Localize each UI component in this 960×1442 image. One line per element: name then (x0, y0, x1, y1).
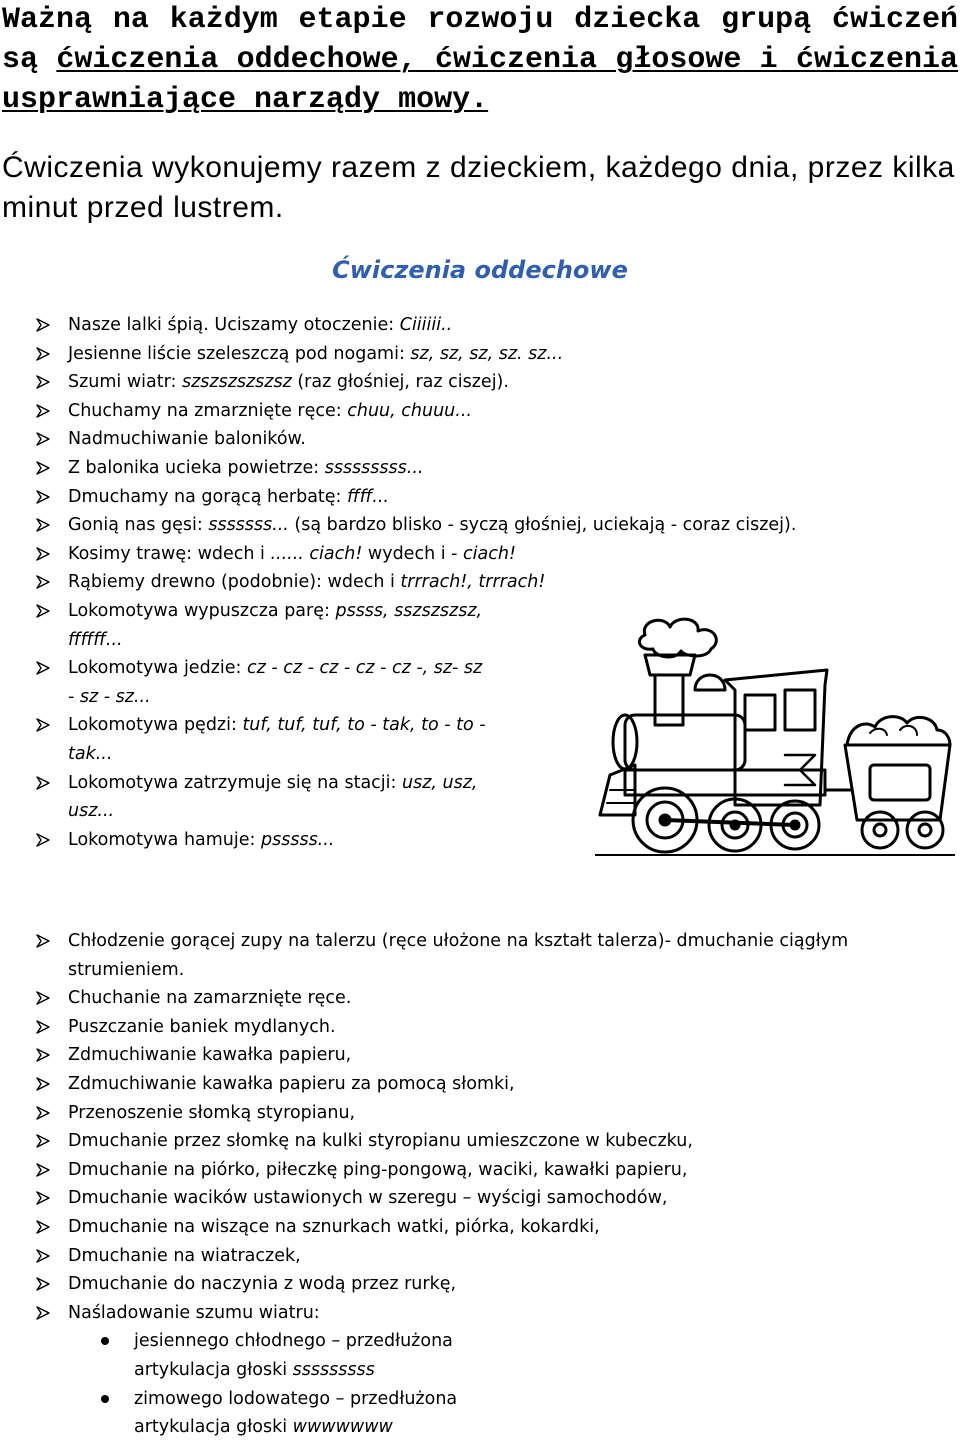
item-sound: trrrach!, trrrach! (400, 572, 546, 593)
list-item (0, 568, 796, 597)
item-text: Lokomotywa jedzie: (68, 658, 247, 679)
item-text: Nasze lalki śpią. Uciszamy otoczenie: (68, 315, 400, 335)
heading-underlined-text: ćwiczenia oddechowe, ćwiczenia głosowe i ćwiczenia usprawniające narządy mowy. (2, 43, 958, 117)
item-text-after: (są bardzo blisko - syczą głośniej, uciekają - coraz ciszej). (288, 515, 797, 536)
arrow-bullet-icon (36, 833, 50, 847)
list-item (0, 984, 928, 1013)
arrow-bullet-icon (36, 1163, 50, 1177)
item-sound: pssss, sszszszsz, ffffff... (68, 600, 483, 650)
item-text: Z balonika ucieka powietrze: (68, 457, 325, 478)
arrow-bullet-icon (36, 404, 50, 418)
list-item (0, 711, 488, 768)
item-sound: sssssss... (208, 515, 289, 536)
list-item (0, 826, 488, 855)
item-text: Zdmuchiwanie kawałka papieru, (68, 1045, 352, 1066)
arrow-bullet-icon (36, 934, 50, 948)
list-item (0, 1041, 928, 1070)
more-breathing-exercises-list (0, 927, 928, 1442)
item-sound: sz, sz, sz, sz. sz... (410, 343, 564, 364)
item-sound: Ciiiiii.. (399, 315, 453, 335)
arrow-bullet-icon (36, 575, 50, 589)
list-item (0, 511, 796, 540)
item-sound: psssss... (260, 829, 335, 850)
section-title: Ćwiczenia oddechowe (332, 256, 628, 284)
sub-list-item (0, 1385, 494, 1442)
arrow-bullet-icon (36, 1306, 50, 1320)
item-text: Chłodzenie gorącej zupy na talerzu (ręce ułożone na kształt talerza)- dmuchanie ciągłym strumieniem. (68, 931, 849, 980)
list-item (0, 425, 796, 454)
item-sound: sssssssss (292, 1359, 375, 1380)
item-text: Lokomotywa wypuszcza parę: (68, 600, 336, 621)
arrow-bullet-icon (36, 461, 50, 475)
arrow-bullet-icon (36, 776, 50, 790)
heading-paragraph (2, 0, 958, 120)
arrow-bullet-icon (36, 490, 50, 504)
intro-paragraph: Ćwiczenia wykonujemy razem z dzieckiem, każdego dnia, przez kilka minut przed lustrem. (2, 151, 955, 224)
item-sound: tuf, tuf, tuf, to - tak, to - to - tak... (68, 715, 486, 764)
item-text: Szumi wiatr: (68, 372, 182, 393)
item-text: Lokomotywa pędzi: (68, 715, 243, 736)
item-sound: ...... ciach! (270, 543, 363, 564)
list-item (0, 654, 488, 711)
arrow-bullet-icon (36, 1277, 50, 1291)
arrow-bullet-icon (36, 604, 50, 618)
item-text: Przenoszenie słomką styropianu, (68, 1102, 356, 1123)
item-text: zimowego lodowatego – przedłużona artykulacja głoski (134, 1388, 458, 1438)
arrow-bullet-icon (36, 661, 50, 675)
list-item (0, 1070, 928, 1099)
arrow-bullet-icon (36, 318, 50, 332)
list-item (0, 340, 796, 369)
list-item (0, 454, 796, 483)
list-item (0, 769, 488, 826)
item-text: Dmuchanie wacików ustawionych w szeregu – wyścigi samochodów, (68, 1188, 668, 1209)
list-item (0, 597, 488, 654)
arrow-bullet-icon (36, 1249, 50, 1263)
item-sound-2: ciach! (463, 543, 516, 564)
arrow-bullet-icon (36, 1077, 50, 1091)
wind-sub-list (0, 1327, 928, 1441)
item-text: Dmuchanie na wiszące na sznurkach watki, piórka, kokardki, (68, 1216, 600, 1237)
list-item (0, 1127, 928, 1156)
list-item (0, 397, 796, 426)
item-text: Dmuchanie na piórko, piłeczkę ping-pongową, waciki, kawałki papieru, (68, 1159, 688, 1180)
arrow-bullet-icon (36, 432, 50, 446)
item-text: Dmuchanie do naczynia z wodą przez rurkę, (68, 1274, 457, 1295)
heading-text: Ważną na każdym etapie rozwoju dziecka grupą ćwiczeń są (2, 3, 958, 77)
item-sound: chuu, chuuu... (347, 400, 472, 421)
item-text: Nadmuchiwanie baloników. (68, 429, 306, 450)
arrow-bullet-icon (36, 1048, 50, 1062)
item-text-after: (raz głośniej, raz ciszej). (291, 372, 509, 393)
item-text: Jesienne liście szeleszczą pod nogami: (68, 343, 411, 364)
list-item (0, 1013, 928, 1042)
arrow-bullet-icon (36, 518, 50, 532)
train-illustration (595, 615, 955, 870)
item-text: Dmuchanie na wiatraczek, (68, 1245, 301, 1266)
list-item (0, 1270, 928, 1299)
item-text: Dmuchanie przez słomkę na kulki styropianu umieszczone w kubeczku, (68, 1131, 693, 1152)
list-item (0, 483, 796, 512)
item-text: Zdmuchiwanie kawałka papieru za pomocą słomki, (68, 1073, 515, 1094)
item-text: Chuchamy na zmarznięte ręce: (68, 400, 348, 421)
list-item (0, 1213, 928, 1242)
item-text: Kosimy trawę: wdech i (68, 543, 271, 564)
item-sound: szszszszszsz (181, 372, 292, 393)
arrow-bullet-icon (36, 547, 50, 561)
arrow-bullet-icon (36, 347, 50, 361)
item-sound: usz, usz, usz... (68, 772, 478, 822)
list-item (0, 1242, 928, 1271)
arrow-bullet-icon (36, 1134, 50, 1148)
arrow-bullet-icon (36, 1220, 50, 1234)
item-text: Dmuchamy na gorącą herbatę: (68, 486, 348, 507)
arrow-bullet-icon (36, 718, 50, 732)
list-item (0, 1184, 928, 1213)
item-sound: cz - cz - cz - cz - cz -, sz- sz - sz - sz... (68, 658, 483, 707)
arrow-bullet-icon (36, 375, 50, 389)
item-text: Lokomotywa zatrzymuje się na stacji: (68, 772, 402, 793)
list-item (0, 1099, 928, 1128)
item-text: Chuchanie na zamarznięte ręce. (68, 988, 352, 1009)
item-sound: wwwwwww (292, 1417, 393, 1438)
list-item (0, 927, 928, 984)
sub-list-item (0, 1327, 494, 1384)
arrow-bullet-icon (36, 1020, 50, 1034)
list-item (0, 1156, 928, 1185)
list-item (0, 368, 796, 397)
item-text: Rąbiemy drewno (podobnie): wdech i (68, 572, 401, 593)
list-item (0, 540, 796, 569)
item-sound: sssssssss... (324, 457, 424, 478)
bullet-dot-icon (101, 1337, 109, 1345)
list-item (0, 1299, 928, 1328)
item-text: Lokomotywa hamuje: (68, 829, 261, 850)
arrow-bullet-icon (36, 991, 50, 1005)
item-text: Naśladowanie szumu wiatru: (68, 1302, 320, 1323)
list-item (0, 311, 796, 340)
item-text-after: wydech i - (362, 543, 464, 564)
arrow-bullet-icon (36, 1106, 50, 1120)
item-text: jesiennego chłodnego – przedłużona artykulacja głoski (134, 1331, 453, 1380)
bullet-dot-icon (101, 1395, 109, 1403)
item-text: Gonią nas gęsi: (68, 515, 209, 536)
item-text: Puszczanie baniek mydlanych. (68, 1016, 336, 1037)
arrow-bullet-icon (36, 1191, 50, 1205)
item-sound: ffff... (347, 486, 389, 507)
